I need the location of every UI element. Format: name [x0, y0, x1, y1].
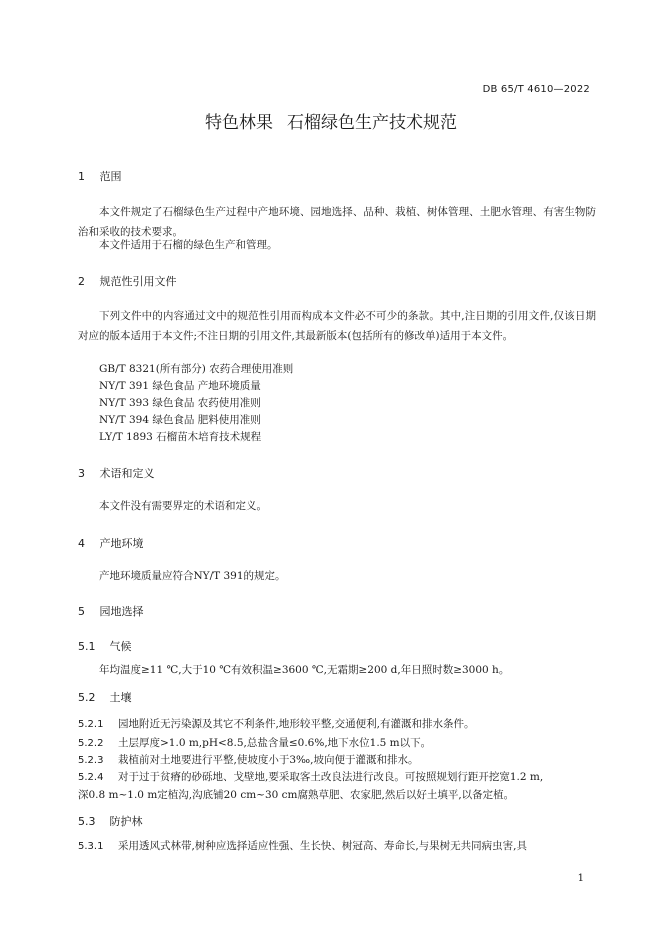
subsection-title: 气候	[109, 640, 132, 653]
section-number: 4	[78, 537, 85, 550]
section-number: 2	[78, 275, 85, 288]
clause-5-2-4	[78, 769, 543, 784]
clause-text: 土层厚度>1.0 m,pH<8.5,总盐含量≤0.6%,地下水位1.5 m以下。	[118, 737, 432, 749]
section-title: 范围	[99, 170, 122, 183]
reference-item: NY/T 393 绿色食品 农药使用准则	[99, 397, 261, 409]
section-1-paragraph-1: 本文件规定了石榴绿色生产过程中产地环境、园地选择、品种、栽植、树体管理、土肥水管理、有害生物防治和采收的技术要求。	[78, 206, 596, 238]
subsection-title: 防护林	[109, 815, 143, 828]
clause-5-2-2	[78, 735, 431, 750]
clause-text: 栽植前对土地要进行平整,使坡度小于3‰,坡向便于灌溉和排水。	[118, 754, 419, 766]
title-part-1: 特色林果	[205, 113, 273, 133]
clause-text: 对于过于贫瘠的砂砾地、戈壁地,要采取客土改良法进行改良。可按照规划行距开挖宽1.2 m,	[118, 771, 544, 783]
subsection-heading-5-1	[78, 638, 132, 654]
subsection-number: 5.2	[78, 691, 96, 704]
section-title: 园地选择	[99, 605, 144, 618]
clause-5-2-1	[78, 716, 475, 731]
clause-text: 园地附近无污染源及其它不利条件,地形较平整,交通便利,有灌溉和排水条件。	[118, 718, 475, 730]
section-title: 规范性引用文件	[99, 275, 177, 288]
section-number: 3	[78, 467, 85, 480]
document-title	[0, 108, 662, 133]
subsection-title: 土壤	[109, 691, 132, 704]
clause-5-2-3	[78, 752, 418, 767]
reference-item: NY/T 391 绿色食品 产地环境质量	[99, 380, 261, 392]
clause-number: 5.3.1	[78, 841, 104, 852]
section-heading-1	[78, 168, 122, 184]
section-4-paragraph-1: 产地环境质量应符合NY/T 391的规定。	[99, 570, 286, 582]
subsection-number: 5.1	[78, 640, 96, 653]
section-title: 术语和定义	[99, 467, 155, 480]
section-heading-3	[78, 465, 155, 481]
clause-number: 5.2.1	[78, 719, 104, 730]
subsection-heading-5-3	[78, 813, 143, 829]
section-1-paragraph-2: 本文件适用于石榴的绿色生产和管理。	[99, 239, 278, 251]
subsection-heading-5-2	[78, 689, 132, 705]
subsection-5-1-paragraph: 年均温度≥11 ℃,大于10 ℃有效积温≥3600 ℃,无霜期≥200 d,年日照时数≥3000 h。	[99, 664, 510, 676]
section-2-paragraph-1: 下列文件中的内容通过文中的规范性引用而构成本文件必不可少的条款。其中,注日期的引用文件,仅该日期对应的版本适用于本文件;不注日期的引用文件,其最新版本(包括所有的修改单)适用于本文件。	[78, 310, 596, 342]
clause-text: 采用透风式林带,树种应选择适应性强、生长快、树冠高、寿命长,与果树无共同病虫害,具	[118, 840, 528, 852]
section-3-paragraph-1: 本文件没有需要界定的术语和定义。	[99, 500, 267, 512]
reference-item: GB/T 8321(所有部分) 农药合理使用准则	[99, 363, 294, 375]
clause-number: 5.2.4	[78, 772, 104, 783]
clause-number: 5.2.2	[78, 738, 104, 749]
section-heading-5	[78, 603, 144, 619]
clause-number: 5.2.3	[78, 755, 104, 766]
section-number: 5	[78, 605, 85, 618]
section-number: 1	[78, 170, 85, 183]
section-heading-2	[78, 273, 177, 289]
title-part-2: 石榴绿色生产技术规范	[287, 113, 457, 133]
reference-item: LY/T 1893 石榴苗木培育技术规程	[99, 431, 262, 443]
clause-5-3-1	[78, 838, 527, 853]
document-number: DB 65/T 4610—2022	[482, 84, 590, 95]
section-title: 产地环境	[99, 537, 144, 550]
page-number: 1	[577, 873, 584, 884]
reference-item: NY/T 394 绿色食品 肥料使用准则	[99, 414, 261, 426]
clause-5-2-4-continuation: 深0.8 m~1.0 m定植沟,沟底铺20 cm~30 cm腐熟草肥、农家肥,然后以好土填平,以备定植。	[78, 789, 515, 801]
subsection-number: 5.3	[78, 815, 96, 828]
section-heading-4	[78, 535, 144, 551]
